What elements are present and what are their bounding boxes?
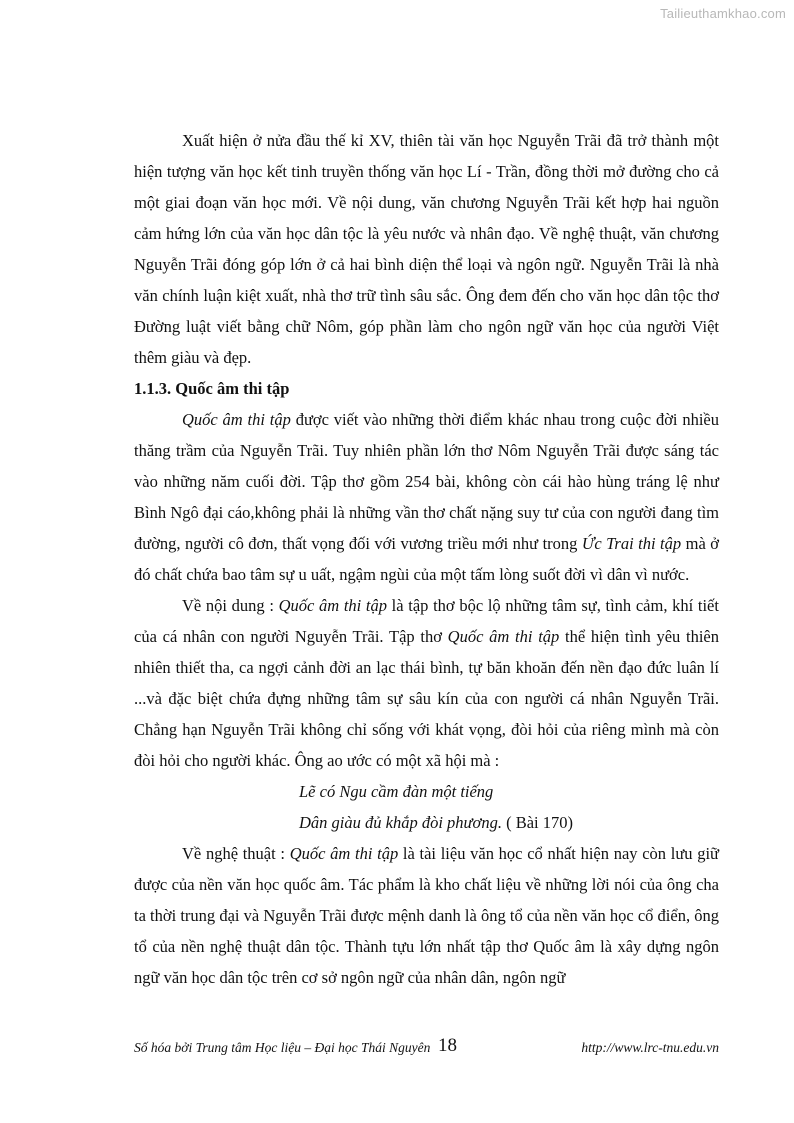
paragraph-content [134,590,719,776]
text: Về nghệ thuật : [182,844,290,863]
footer-url[interactable]: http://www.lrc-tnu.edu.vn [581,1040,719,1055]
text: là tài liệu văn học cổ nhất hiện nay còn lưu giữ được của nền văn học quốc âm. Tác phẩm là kho chất liệu về những lời nói của ông cha ta thời trung đại và Nguyễn Trãi được mệnh danh là ông tổ của nền văn học cổ điển, ông tổ của nền nghệ thuật dân tộc. Thành tựu lớn nhất tập thơ Quốc âm là xây dựng ngôn ngữ văn học dân tộc trên cơ sở ngôn ngữ của nhân dân, ngôn ngữ [134,844,719,987]
text: là tập thơ bộc lộ những tâm sự, tình cảm, khí tiết của cá nhân con người Nguyễn Trãi. Tập thơ [134,596,719,646]
poem-reference: ( Bài 170) [501,813,573,832]
paragraph-intro: Xuất hiện ở nửa đầu thế kỉ XV, thiên tài văn học Nguyễn Trãi đã trở thành một hiện tượng văn học kết tinh truyền thống văn học Lí - Trần, đồng thời mở đường cho cả một giai đoạn văn học mới. Về nội dung, văn chương Nguyễn Trãi kết hợp hai nguồn cảm hứng lớn của văn học dân tộc là yêu nước và nhân đạo. Về nghệ thuật, văn chương Nguyễn Trãi đóng góp lớn ở cả hai bình diện thể loại và ngôn ngữ. Nguyễn Trãi là nhà văn chính luận kiệt xuất, nhà thơ trữ tình sâu sắc. Ông đem đến cho văn học dân tộc thơ Đường luật viết bằng chữ Nôm, góp phần làm cho ngôn ngữ văn học của người Việt thêm giàu và đẹp. [134,131,719,367]
text: Về nội dung : [182,596,279,615]
watermark: Tailieuthamkhao.com [660,6,786,21]
text: mà ở đó chất chứa bao tâm sự u uất, ngậm ngùi của một tấm lòng suốt đời vì dân vì nước. [134,534,719,584]
paragraph-overview [134,404,719,590]
work-title: Quốc âm thi tập [289,844,399,863]
work-title: Quốc âm thi tập [182,410,291,429]
page-footer [134,1035,719,1062]
work-title: Quốc âm thi tập [278,596,388,615]
work-title: Ức Trai thi tập [581,534,682,553]
section-heading: 1.1.3. Quốc âm thi tập [134,379,290,398]
footer-source: Số hóa bởi Trung tâm Học liệu – Đại học Thái Nguyên [134,1040,431,1055]
page-number: 18 [438,1035,457,1056]
text: được viết vào những thời điểm khác nhau trong cuộc đời nhiều thăng trầm của Nguyễn Trãi. Tuy nhiên phần lớn thơ Nôm Nguyễn Trãi được sáng tác vào những năm cuối đời. Tập thơ gồm 254 bài, không còn cái hào hùng tráng lệ như Bình Ngô đại cáo,không phải là những vần thơ chất nặng suy tư của con người đang tìm đường, người cô đơn, thất vọng đối với vương triều mới như trong [134,410,719,553]
document-body [134,125,719,993]
poem-line: Lẽ có Ngu cầm đàn một tiếng [299,782,494,801]
text: thể hiện tình yêu thiên nhiên thiết tha, ca ngợi cảnh đời an lạc thái bình, tự băn khoăn đến nền đạo đức luân lí ...và đặc biệt chứa đựng những tâm sự sâu kín của con người cá nhân Nguyễn Trãi. Chẳng hạn Nguyễn Trãi không chỉ sống với khát vọng, đòi hỏi của riêng mình mà còn đòi hỏi cho người khác. Ông ao ước có một xã hội mà : [134,627,719,770]
paragraph-art [134,838,719,993]
poem-line-text: Dân giàu đủ khắp đòi phương. [299,813,502,832]
poem-quote [134,776,719,838]
work-title: Quốc âm thi tập [447,627,560,646]
poem-line [299,807,719,838]
